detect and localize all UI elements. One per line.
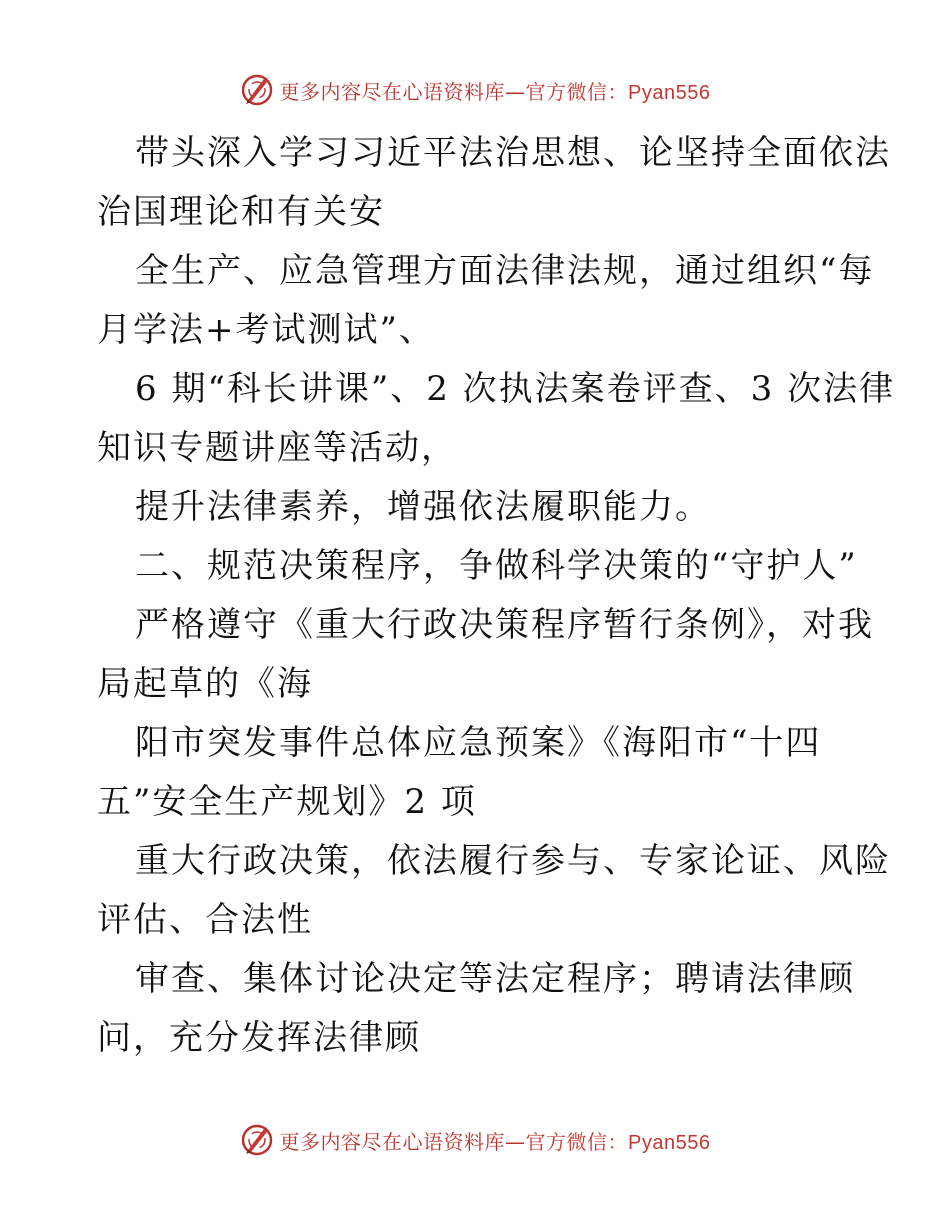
body-line: 局起草的《海 [97, 664, 313, 704]
page-header [0, 70, 950, 110]
header-brand-text: 更多内容尽在心语资料库—官方微信：Pyan556 [279, 79, 711, 104]
quill-pen-logo-icon [240, 73, 274, 107]
body-line: 月学法+考试测试”、 [97, 310, 435, 350]
body-line: 严格遵守《重大行政决策程序暂行条例》，对我 [135, 605, 874, 645]
body-line: 6 期“科长讲课”、2 次执法案卷评查、3 次法律 [135, 369, 896, 409]
body-line: 五”安全生产规划》2 项 [97, 782, 477, 822]
header-brand [240, 73, 711, 107]
body-line: 审查、集体讨论决定等法定程序；聘请法律顾 [135, 959, 855, 999]
document-body [97, 124, 896, 1068]
section-heading: 二、规范决策程序，争做科学决策的“守护人” [135, 546, 858, 586]
body-line: 知识专题讲座等活动， [97, 428, 457, 468]
body-line: 重大行政决策，依法履行参与、专家论证、风险 [135, 841, 891, 881]
footer-brand [240, 1123, 711, 1157]
body-line: 全生产、应急管理方面法律法规，通过组织“每 [135, 251, 875, 291]
body-line: 带头深入学习习近平法治思想、论坚持全面依法 [135, 133, 891, 173]
body-line: 治国理论和有关安 [97, 192, 385, 232]
body-line: 评估、合法性 [97, 900, 313, 940]
body-line: 阳市突发事件总体应急预案》《海阳市“十四 [135, 723, 822, 763]
body-line: 问，充分发挥法律顾 [97, 1018, 421, 1058]
quill-pen-logo-icon [240, 1123, 274, 1157]
page-footer [0, 1120, 950, 1160]
body-line: 提升法律素养，增强依法履职能力。 [135, 487, 711, 527]
footer-brand-text: 更多内容尽在心语资料库—官方微信：Pyan556 [279, 1129, 711, 1154]
